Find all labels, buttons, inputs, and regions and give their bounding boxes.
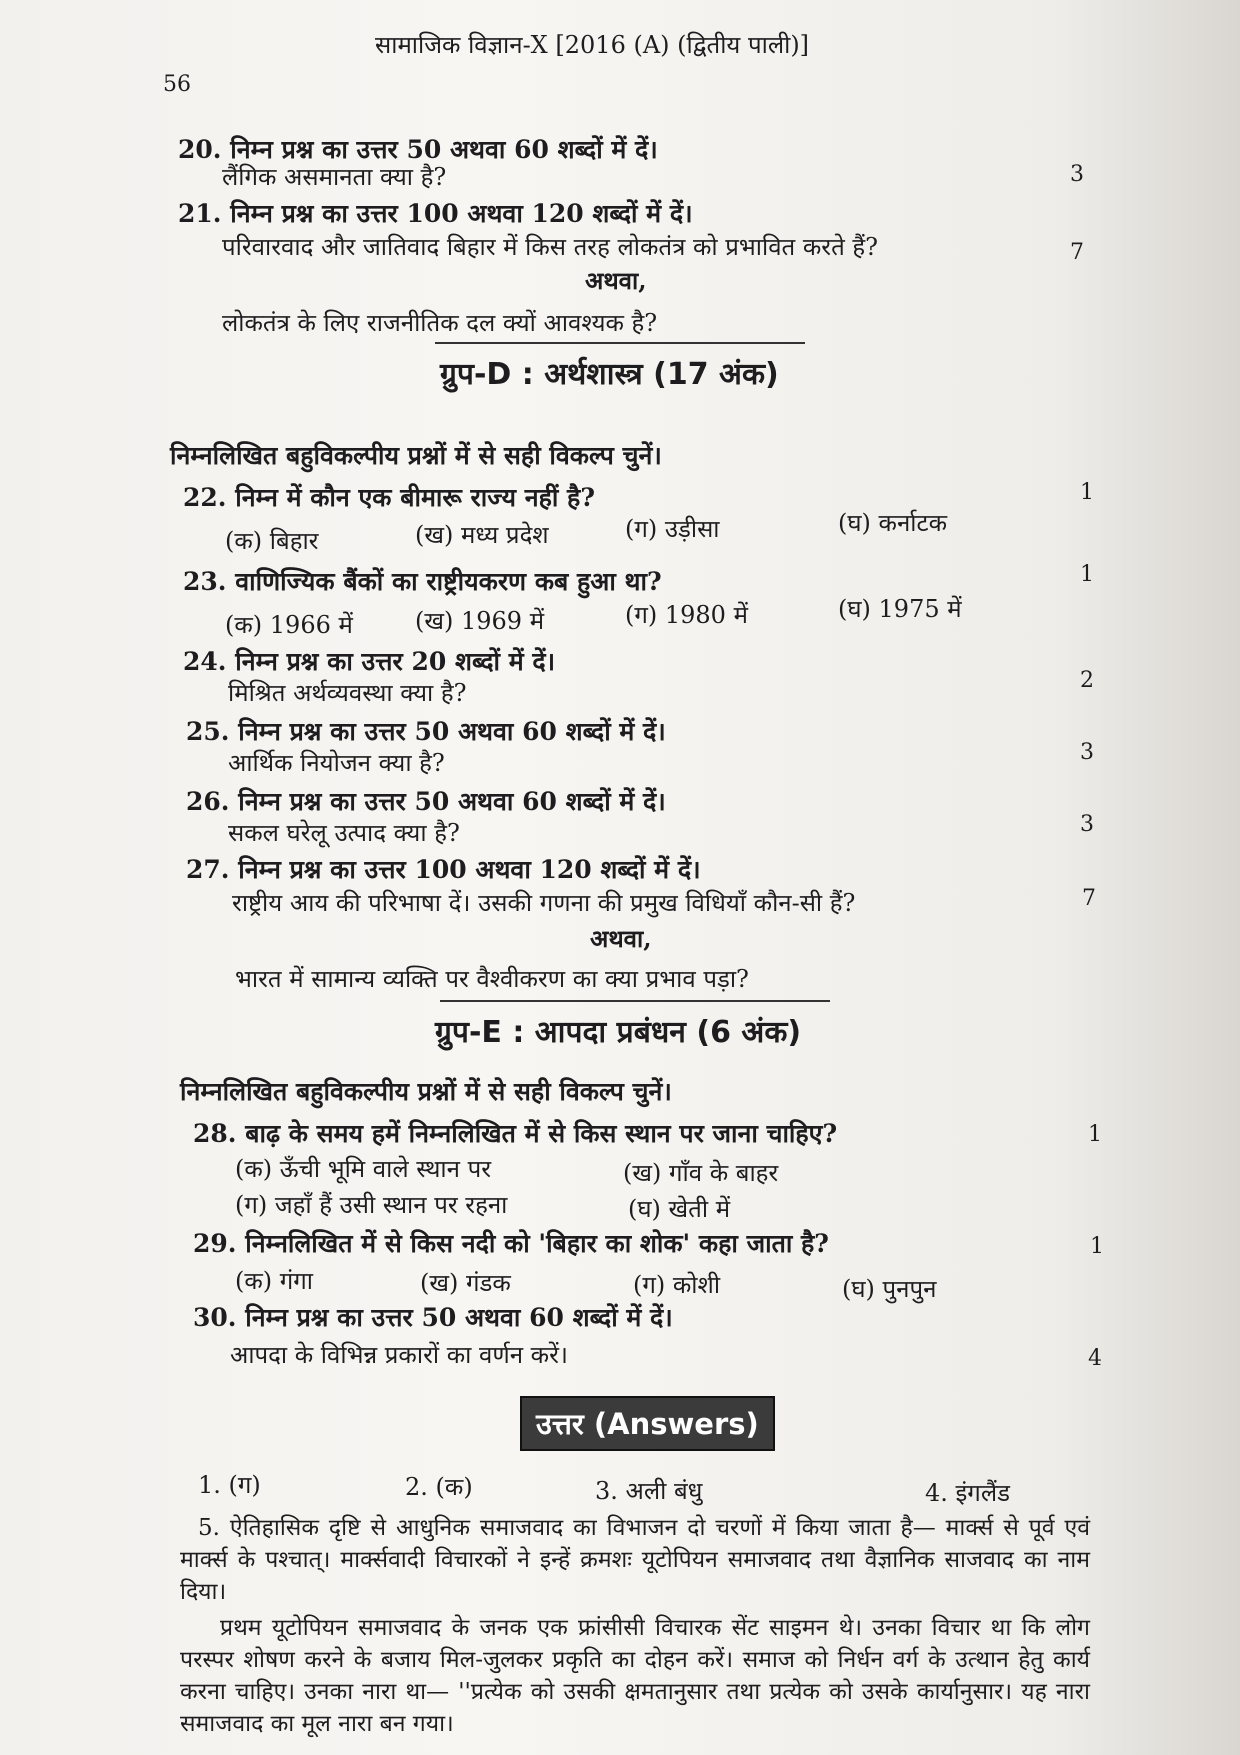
question-27-or: अथवा, [590, 924, 652, 953]
instruction-text: निम्न प्रश्न का उत्तर 50 अथवा 60 शब्दों में दें। [238, 717, 666, 746]
question-27-marks: 7 [1082, 886, 1096, 911]
question-21-marks: 7 [1070, 240, 1084, 265]
option: (ग) 1980 में [625, 601, 748, 629]
instruction-text: निम्न प्रश्न का उत्तर 50 अथवा 60 शब्दों में दें। [238, 787, 666, 816]
option: (क) बिहार [225, 527, 319, 555]
group-d-rule [435, 342, 805, 344]
question-24-instruction [183, 644, 555, 678]
question-number: 24. [183, 647, 227, 676]
question-23 [183, 564, 662, 598]
group-e-title: ग्रुप-E : आपदा प्रबंधन (6 अंक) [435, 1015, 802, 1050]
instruction-text: निम्न प्रश्न का उत्तर 50 अथवा 60 शब्दों में दें। [245, 1303, 673, 1332]
question-24-marks: 2 [1080, 668, 1094, 693]
option: (घ) खेती में [628, 1195, 731, 1223]
option: (घ) कर्नाटक [838, 509, 948, 537]
instruction-text: निम्न प्रश्न का उत्तर 100 अथवा 120 शब्दों में दें। [230, 199, 693, 228]
answer-2: 2. (क) [405, 1473, 473, 1501]
question-number: 30. [193, 1303, 237, 1332]
option: (घ) पुनपुन [842, 1275, 937, 1303]
question-26-instruction [186, 784, 666, 818]
question-21-or: अथवा, [585, 266, 647, 295]
answer-4: 4. इंगलैंड [925, 1479, 1010, 1507]
answer-5-paragraph: 5. ऐतिहासिक दृष्टि से आधुनिक समाजवाद का विभाजन दो चरणों में किया जाता है— मार्क्स से पूर्व एवं मार्क्स के पश्चात्। मार्क्सवादी विचारकों ने इन्हें क्रमशः यूटोपियन समाजवाद तथा वैज्ञानिक साजवाद का नाम दिया। [180, 1515, 1090, 1605]
option: (ख) गंडक [420, 1269, 511, 1297]
instruction-text: निम्न प्रश्न का उत्तर 50 अथवा 60 शब्दों में दें। [230, 135, 658, 164]
question-text: बाढ़ के समय हमें निम्नलिखित में से किस स्थान पर जाना चाहिए? [245, 1119, 838, 1148]
group-d-title: ग्रुप-D : अर्थशास्त्र (17 अंक) [440, 357, 779, 392]
question-27-text: राष्ट्रीय आय की परिभाषा दें। उसकी गणना की प्रमुख विधियाँ कौन-सी हैं? [232, 889, 856, 917]
question-28 [193, 1116, 837, 1150]
question-25-marks: 3 [1080, 740, 1094, 765]
option: (घ) 1975 में [838, 595, 962, 623]
question-25-text: आर्थिक नियोजन क्या है? [228, 749, 445, 777]
instruction-text: निम्न प्रश्न का उत्तर 100 अथवा 120 शब्दों में दें। [238, 855, 701, 884]
answer-1: 1. (ग) [198, 1471, 261, 1499]
option: (ग) कोशी [633, 1271, 721, 1299]
question-30-text: आपदा के विभिन्न प्रकारों का वर्णन करें। [230, 1341, 568, 1369]
question-number: 22. [183, 483, 227, 512]
question-22-marks: 1 [1080, 480, 1094, 505]
question-21-text: परिवारवाद और जातिवाद बिहार में किस तरह लोकतंत्र को प्रभावित करते हैं? [222, 233, 879, 261]
question-29-marks: 1 [1090, 1234, 1104, 1259]
question-22 [183, 480, 595, 514]
question-27-alternative: भारत में सामान्य व्यक्ति पर वैश्वीकरण का क्या प्रभाव पड़ा? [235, 965, 749, 993]
option: (ख) गाँव के बाहर [623, 1159, 779, 1187]
group-d-mcq-instruction: निम्नलिखित बहुविकल्पीय प्रश्नों में से सही विकल्प चुनें। [170, 441, 662, 470]
question-number: 20. [178, 135, 222, 164]
question-20-marks: 3 [1070, 162, 1084, 187]
option: (ग) उड़ीसा [625, 515, 720, 543]
question-number: 27. [186, 855, 230, 884]
group-e-mcq-instruction: निम्नलिखित बहुविकल्पीय प्रश्नों में से सही विकल्प चुनें। [180, 1077, 672, 1106]
page-number: 56 [163, 72, 191, 97]
question-20-text: लैंगिक असमानता क्या है? [222, 163, 447, 191]
question-27-instruction [186, 852, 701, 886]
question-24-text: मिश्रित अर्थव्यवस्था क्या है? [228, 679, 467, 707]
question-number: 21. [178, 199, 222, 228]
option: (ख) 1969 में [415, 607, 545, 635]
question-30-marks: 4 [1088, 1346, 1102, 1371]
question-30-instruction [193, 1300, 673, 1334]
answer-5-paragraph-2: प्रथम यूटोपियन समाजवाद के जनक एक फ्रांसीसी विचारक सेंट साइमन थे। उनका विचार था कि लोग परस्पर शोषण करने के बजाय मिल-जुलकर प्रकृति का दोहन करें। समाज को निर्धन वर्ग के उत्थान हेतु कार्य करना चाहिए। उनका नारा था— ''प्रत्येक को उसकी क्षमतानुसार तथा प्रत्येक को उसके कार्यानुसार। यह नारा समाजवाद का मूल नारा बन गया। [180, 1615, 1090, 1737]
page-header-title: सामाजिक विज्ञान-X [2016 (A) (द्वितीय पाली)] [375, 31, 810, 59]
option: (क) ऊँची भूमि वाले स्थान पर [235, 1155, 492, 1183]
group-e-rule [440, 1000, 830, 1002]
question-29 [193, 1226, 829, 1260]
instruction-text: निम्न प्रश्न का उत्तर 20 शब्दों में दें। [235, 647, 556, 676]
question-26-text: सकल घरेलू उत्पाद क्या है? [228, 819, 460, 847]
question-28-marks: 1 [1088, 1122, 1102, 1147]
option: (क) 1966 में [225, 611, 353, 639]
answer-3: 3. अली बंधु [595, 1477, 703, 1505]
question-text: निम्नलिखित में से किस नदी को 'बिहार का शोक' कहा जाता है? [245, 1229, 829, 1258]
question-21-instruction [178, 196, 693, 230]
question-text: वाणिज्यिक बैंकों का राष्ट्रीयकरण कब हुआ था? [235, 567, 662, 596]
question-number: 29. [193, 1229, 237, 1258]
option: (क) गंगा [235, 1267, 314, 1295]
question-26-marks: 3 [1080, 812, 1094, 837]
question-number: 28. [193, 1119, 237, 1148]
question-number: 25. [186, 717, 230, 746]
question-number: 23. [183, 567, 227, 596]
answers-heading: उत्तर (Answers) [520, 1396, 775, 1451]
question-25-instruction [186, 714, 666, 748]
question-text: निम्न में कौन एक बीमारू राज्य नहीं है? [235, 483, 595, 512]
option: (ख) मध्य प्रदेश [415, 521, 549, 549]
option: (ग) जहाँ हैं उसी स्थान पर रहना [235, 1191, 508, 1219]
question-23-marks: 1 [1080, 562, 1094, 587]
question-21-alternative: लोकतंत्र के लिए राजनीतिक दल क्यों आवश्यक है? [222, 309, 658, 337]
question-number: 26. [186, 787, 230, 816]
